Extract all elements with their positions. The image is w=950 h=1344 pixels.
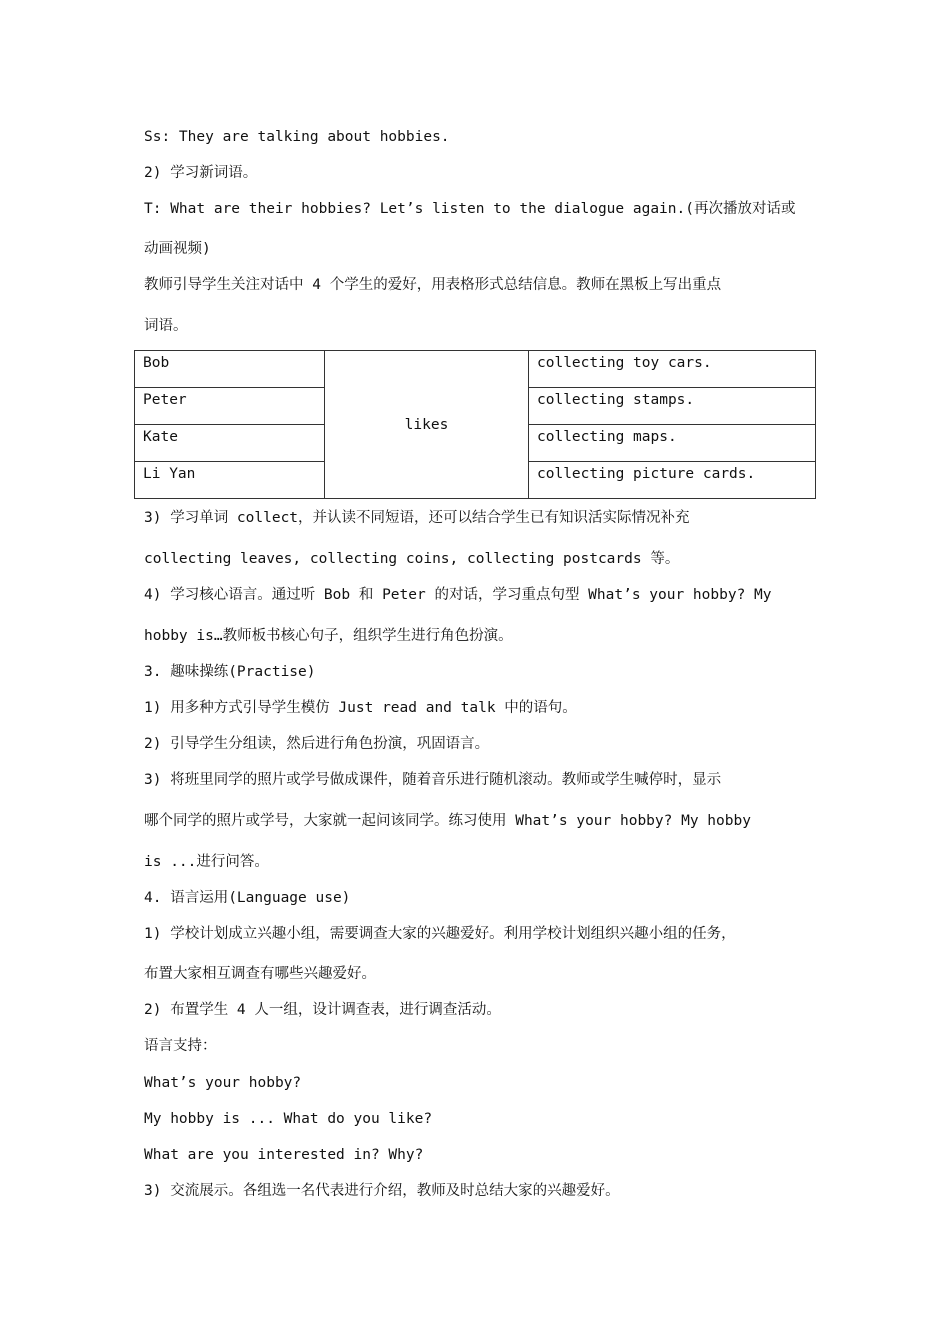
table-cell-activity: collecting stamps. <box>529 388 816 425</box>
text-line: 词语。 <box>144 318 188 334</box>
text-line: 教师引导学生关注对话中 4 个学生的爱好，用表格形式总结信息。教师在黑板上写出重点 <box>144 277 722 293</box>
table-row <box>135 351 816 388</box>
table-cell-activity: collecting maps. <box>529 425 816 462</box>
text-line: 语言支持： <box>144 1038 217 1054</box>
text-line: 动画视频) <box>144 241 211 257</box>
text-line: 3) 学习单词 collect，并认读不同短语，还可以结合学生已有知识活实际情况补充 <box>144 510 690 526</box>
text-line: is ...进行问答。 <box>144 854 269 870</box>
text-line: What are you interested in? Why? <box>144 1147 424 1163</box>
text-line: 哪个同学的照片或学号，大家就一起问该同学。练习使用 What’s your hobby? My hobby <box>144 813 751 829</box>
text-line: 布置大家相互调查有哪些兴趣爱好。 <box>144 966 376 982</box>
table-cell-name: Kate <box>135 425 325 462</box>
text-line: T: What are their hobbies? Let’s listen to the dialogue again.(再次播放对话或 <box>144 201 796 217</box>
text-line: 3) 将班里同学的照片或学号做成课件，随着音乐进行随机滚动。教师或学生喊停时，显示 <box>144 772 722 788</box>
text-line: What’s your hobby? <box>144 1075 302 1091</box>
text-line: 4) 学习核心语言。通过听 Bob 和 Peter 的对话，学习重点句型 What’s your hobby? My <box>144 587 772 603</box>
table-cell-name: Bob <box>135 351 325 388</box>
hobbies-table <box>134 350 816 499</box>
text-line: 1) 学校计划成立兴趣小组，需要调查大家的兴趣爱好。利用学校计划组织兴趣小组的任务， <box>144 926 736 942</box>
table-cell-activity: collecting picture cards. <box>529 462 816 499</box>
section-heading: 4. 语言运用(Language use) <box>144 890 351 906</box>
table-cell-name: Peter <box>135 388 325 425</box>
table-cell-verb: likes <box>325 351 529 499</box>
text-line: 2) 布置学生 4 人一组，设计调查表，进行调查活动。 <box>144 1002 501 1018</box>
text-line: 2) 引导学生分组读，然后进行角色扮演，巩固语言。 <box>144 736 490 752</box>
text-line: 1) 用多种方式引导学生模仿 Just read and talk 中的语句。 <box>144 700 577 716</box>
text-line: collecting leaves, collecting coins, collecting postcards 等。 <box>144 551 680 567</box>
table-cell-name: Li Yan <box>135 462 325 499</box>
text-line: Ss: They are talking about hobbies. <box>144 129 450 145</box>
text-line: 2) 学习新词语。 <box>144 165 258 181</box>
text-line: 3) 交流展示。各组选一名代表进行介绍，教师及时总结大家的兴趣爱好。 <box>144 1183 620 1199</box>
text-line: My hobby is ... What do you like? <box>144 1111 433 1127</box>
table-cell-activity: collecting toy cars. <box>529 351 816 388</box>
section-heading: 3. 趣味操练(Practise) <box>144 664 316 680</box>
text-line: hobby is…教师板书核心句子，组织学生进行角色扮演。 <box>144 628 513 644</box>
